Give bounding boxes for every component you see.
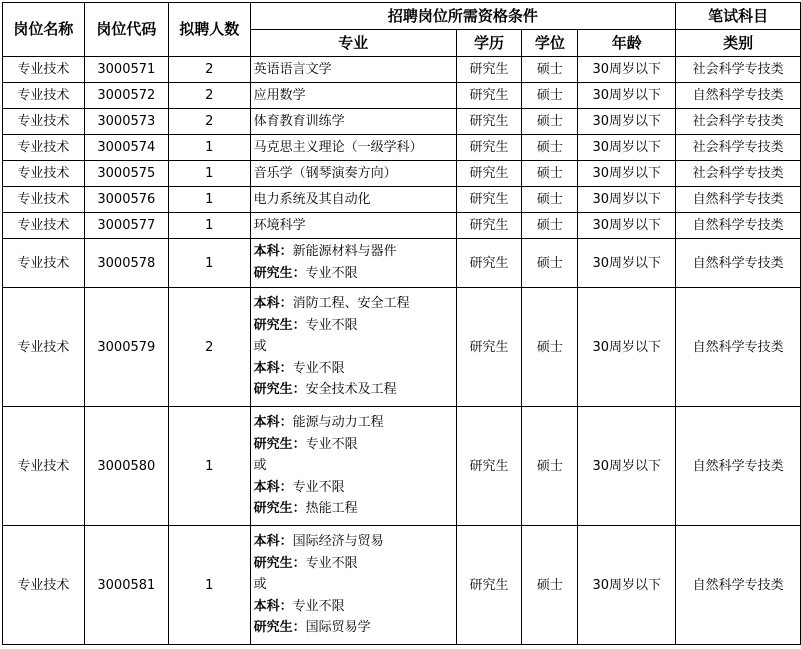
cell-headcount: 1 (168, 407, 250, 526)
major-line-label: 研究生： (253, 266, 306, 281)
cell-major: 环境科学 (250, 213, 456, 239)
cell-degree: 硕士 (522, 161, 578, 187)
major-line-text: 国际贸易学 (305, 620, 371, 636)
cell-post-code: 3000573 (84, 109, 168, 135)
cell-post-code: 3000576 (84, 187, 168, 213)
major-line-text: 安全技术及工程 (305, 382, 397, 398)
major-line-label: 本科： (253, 415, 293, 431)
cell-degree: 硕士 (522, 57, 578, 83)
cell-category: 自然科学专技类 (676, 239, 801, 288)
cell-degree: 硕士 (522, 83, 578, 109)
major-line (254, 617, 456, 639)
cell-headcount: 1 (168, 239, 250, 288)
cell-major: 马克思主义理论（一级学科） (250, 135, 456, 161)
cell-education: 研究生 (456, 135, 522, 161)
recruitment-table (2, 2, 801, 645)
major-line-text: 专业不限 (292, 479, 345, 495)
major-line (254, 531, 456, 553)
cell-age: 30周岁以下 (578, 83, 676, 109)
cell-post-code: 3000575 (84, 161, 168, 187)
cell-post-name: 专业技术 (3, 239, 85, 288)
cell-headcount: 1 (168, 135, 250, 161)
major-line (254, 553, 456, 575)
cell-category: 自然科学专技类 (676, 288, 801, 407)
cell-age: 30周岁以下 (578, 187, 676, 213)
major-line-text: 或 (253, 339, 267, 355)
table-row (3, 57, 801, 83)
cell-category: 自然科学专技类 (676, 83, 801, 109)
major-line-label: 本科： (253, 479, 293, 495)
cell-education: 研究生 (456, 187, 522, 213)
cell-education: 研究生 (456, 288, 522, 407)
cell-post-name: 专业技术 (3, 109, 85, 135)
cell-degree: 硕士 (522, 187, 578, 213)
cell-age: 30周岁以下 (578, 407, 676, 526)
major-line (254, 596, 456, 618)
major-line (254, 379, 456, 401)
cell-post-name: 专业技术 (3, 187, 85, 213)
cell-degree: 硕士 (522, 213, 578, 239)
cell-headcount: 2 (168, 109, 250, 135)
cell-headcount: 1 (168, 187, 250, 213)
major-line-label: 研究生： (253, 436, 306, 452)
table-body (3, 57, 801, 645)
major-line-text: 国际经济与贸易 (292, 534, 384, 550)
cell-age: 30周岁以下 (578, 213, 676, 239)
major-line (254, 574, 456, 596)
header-category: 类别 (676, 30, 801, 57)
major-line-text: 专业不限 (292, 598, 345, 614)
cell-age: 30周岁以下 (578, 526, 676, 645)
cell-post-name: 专业技术 (3, 135, 85, 161)
cell-major: 应用数学 (250, 83, 456, 109)
cell-headcount: 2 (168, 83, 250, 109)
major-line (254, 293, 456, 315)
cell-major: 英语语言文学 (250, 57, 456, 83)
cell-category: 社会科学专技类 (676, 109, 801, 135)
major-line-text: 或 (253, 458, 267, 474)
major-line-text: 消防工程、安全工程 (292, 296, 410, 312)
major-line-text: 能源与动力工程 (292, 415, 384, 431)
major-line-label: 研究生： (253, 317, 306, 333)
cell-education: 研究生 (456, 57, 522, 83)
major-line (254, 336, 456, 358)
cell-age: 30周岁以下 (578, 135, 676, 161)
cell-post-code: 3000579 (84, 288, 168, 407)
cell-education: 研究生 (456, 239, 522, 288)
table-row (3, 407, 801, 526)
major-line-label: 本科： (253, 296, 293, 312)
major-line-label: 本科： (253, 360, 293, 376)
major-line-label: 本科： (253, 244, 293, 260)
header-degree: 学位 (522, 30, 578, 57)
cell-post-name: 专业技术 (3, 407, 85, 526)
cell-post-name: 专业技术 (3, 57, 85, 83)
major-line-label: 本科： (253, 534, 293, 550)
major-line-label: 本科： (253, 598, 293, 614)
major-line-text: 专业不限 (305, 317, 358, 333)
cell-degree: 硕士 (522, 239, 578, 288)
major-line (254, 315, 456, 337)
cell-major (250, 526, 456, 645)
major-line (254, 434, 456, 456)
header-exam: 笔试科目 (676, 3, 801, 30)
header-post-name: 岗位名称 (3, 3, 85, 57)
cell-category: 自然科学专技类 (676, 213, 801, 239)
cell-major (250, 407, 456, 526)
major-line-text: 专业不限 (292, 360, 345, 376)
cell-post-code: 3000571 (84, 57, 168, 83)
table-row (3, 161, 801, 187)
header-headcount: 拟聘人数 (168, 3, 250, 57)
major-line-text: 或 (253, 577, 267, 593)
cell-degree: 硕士 (522, 526, 578, 645)
cell-post-code: 3000578 (84, 239, 168, 288)
cell-post-name: 专业技术 (3, 288, 85, 407)
cell-major (250, 288, 456, 407)
cell-degree: 硕士 (522, 288, 578, 407)
major-line (254, 358, 456, 380)
major-line-text: 新能源材料与器件 (292, 244, 397, 260)
header-major: 专业 (250, 30, 456, 57)
cell-headcount: 1 (168, 526, 250, 645)
cell-major: 电力系统及其自动化 (250, 187, 456, 213)
major-line-text: 专业不限 (305, 436, 358, 452)
cell-major: 体育教育训练学 (250, 109, 456, 135)
major-line-text: 专业不限 (305, 266, 358, 281)
cell-post-code: 3000581 (84, 526, 168, 645)
cell-age: 30周岁以下 (578, 57, 676, 83)
table-row (3, 187, 801, 213)
major-line-label: 研究生： (253, 555, 306, 571)
table-row (3, 526, 801, 645)
major-line-label: 研究生： (253, 620, 306, 636)
cell-education: 研究生 (456, 407, 522, 526)
table-row (3, 109, 801, 135)
cell-degree: 硕士 (522, 109, 578, 135)
cell-degree: 硕士 (522, 407, 578, 526)
cell-education: 研究生 (456, 83, 522, 109)
major-line (254, 477, 456, 499)
table-row (3, 288, 801, 407)
cell-education: 研究生 (456, 161, 522, 187)
cell-category: 社会科学专技类 (676, 57, 801, 83)
cell-education: 研究生 (456, 109, 522, 135)
cell-post-name: 专业技术 (3, 526, 85, 645)
table-row (3, 83, 801, 109)
cell-education: 研究生 (456, 213, 522, 239)
cell-post-name: 专业技术 (3, 213, 85, 239)
cell-headcount: 2 (168, 57, 250, 83)
major-line (254, 263, 456, 285)
header-post-code: 岗位代码 (84, 3, 168, 57)
major-line (254, 455, 456, 477)
cell-post-code: 3000577 (84, 213, 168, 239)
cell-post-name: 专业技术 (3, 83, 85, 109)
cell-category: 社会科学专技类 (676, 135, 801, 161)
table-row (3, 239, 801, 288)
header-age: 年龄 (578, 30, 676, 57)
major-line (254, 241, 456, 263)
cell-age: 30周岁以下 (578, 288, 676, 407)
header-education: 学历 (456, 30, 522, 57)
cell-category: 自然科学专技类 (676, 407, 801, 526)
cell-degree: 硕士 (522, 135, 578, 161)
cell-post-code: 3000580 (84, 407, 168, 526)
major-line-text: 热能工程 (305, 501, 358, 517)
cell-category: 自然科学专技类 (676, 187, 801, 213)
cell-category: 社会科学专技类 (676, 161, 801, 187)
cell-age: 30周岁以下 (578, 109, 676, 135)
major-line-text: 专业不限 (305, 555, 358, 571)
cell-headcount: 2 (168, 288, 250, 407)
major-line-label: 研究生： (253, 501, 306, 517)
cell-age: 30周岁以下 (578, 161, 676, 187)
table-row (3, 213, 801, 239)
table-row (3, 135, 801, 161)
major-line (254, 498, 456, 520)
cell-major (250, 239, 456, 288)
cell-age: 30周岁以下 (578, 239, 676, 288)
cell-post-code: 3000572 (84, 83, 168, 109)
cell-category: 自然科学专技类 (676, 526, 801, 645)
major-line (254, 412, 456, 434)
cell-major: 音乐学（钢琴演奏方向） (250, 161, 456, 187)
major-line-label: 研究生： (253, 382, 306, 398)
cell-headcount: 1 (168, 161, 250, 187)
cell-headcount: 1 (168, 213, 250, 239)
cell-education: 研究生 (456, 526, 522, 645)
header-conditions: 招聘岗位所需资格条件 (250, 3, 676, 30)
cell-post-name: 专业技术 (3, 161, 85, 187)
cell-post-code: 3000574 (84, 135, 168, 161)
